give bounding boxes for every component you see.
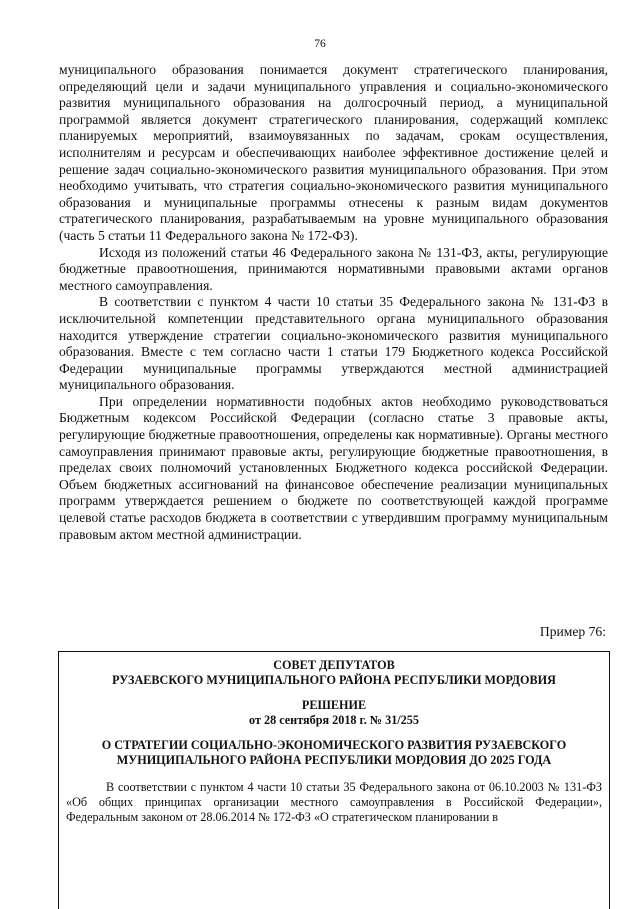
paragraph: При определении нормативности подобных актов необходимо руководствоваться Бюджетным кодексом Российской Федерации (согласно статье 3 правовые акты, регулирующие бюджетные правоотношения, определены как нормативные). Органы местного самоуправления принимают правовые акты, регулирующие бюджетные правоотношения, в пределах своих полномочий установленных Бюджетного кодекса российской Федерации. Объем бюджетных ассигнований на финансовое обеспечение реализации муниципальных программ утверждается решением о бюджете по соответствующей каждой программе целевой статье расходов бюджета в соответствии с утвердившим программу муниципальным правовым актом местной администрации.: [59, 393, 608, 542]
body-text: [59, 62, 608, 543]
document-type: РЕШЕНИЕ: [301, 698, 367, 712]
example-document-box: [58, 651, 610, 909]
paragraph: муниципального образования понимается документ стратегического планирования, определяющий цели и задачи муниципального управления и социально-экономического развития муниципального образования на долгосрочный период, а муниципальной программой является документ стратегического планирования, содержащий комплекс планируемых мероприятий, взаимоувязанных по задачам, срокам осуществления, исполнителям и ресурсам и обеспечивающих наиболее эффективное достижение целей и решение задач социально-экономического развития муниципального образования. При этом необходимо учитывать, что стратегия социально-экономического развития муниципального образования и муниципальные программы отнесены к разным видам документов стратегического планирования, разрабатываемым на уровне муниципального образования (часть 5 статьи 11 Федерального закона № 172-ФЗ).: [59, 62, 608, 243]
example-label: Пример 76:: [539, 624, 606, 639]
document-title-line-1: О СТРАТЕГИИ СОЦИАЛЬНО-ЭКОНОМИЧЕСКОГО РАЗВИТИЯ РУЗАЕВСКОГО: [101, 738, 567, 752]
page-number: 76: [314, 38, 326, 50]
document-text: В соответствии с пунктом 4 части 10 статьи 35 Федерального закона от 06.10.2003 № 131-ФЗ «Об общих принципах организации местного самоуправления в Российской Федерации», Федеральным законом от 28.06.2014 № 172-ФЗ «О стратегическом планировании в: [66, 780, 602, 825]
authority-district: РУЗАЕВСКОГО МУНИЦИПАЛЬНОГО РАЙОНА РЕСПУБЛИКИ МОРДОВИЯ: [112, 673, 556, 687]
document-date: от 28 сентября 2018 г. № 31/255: [249, 713, 419, 727]
paragraph: В соответствии с пунктом 4 части 10 статьи 35 Федерального закона № 131-ФЗ в исключительной компетенции представительного органа муниципального образования находится утверждение стратегии социально-экономического развития муниципального образования. Вместе с тем согласно части 1 статьи 179 Бюджетного кодекса Российской Федерации муниципальные программы утверждаются местной администрацией муниципального образования.: [59, 294, 608, 393]
document-title-line-2: МУНИЦИПАЛЬНОГО РАЙОНА РЕСПУБЛИКИ МОРДОВИЯ ДО 2025 ГОДА: [116, 753, 552, 767]
paragraph: Исходя из положений статьи 46 Федерального закона № 131-ФЗ, акты, регулирующие бюджетные правоотношения, принимаются нормативными правовыми актами органов местного самоуправления.: [59, 244, 608, 293]
authority-name: СОВЕТ ДЕПУТАТОВ: [273, 658, 395, 672]
